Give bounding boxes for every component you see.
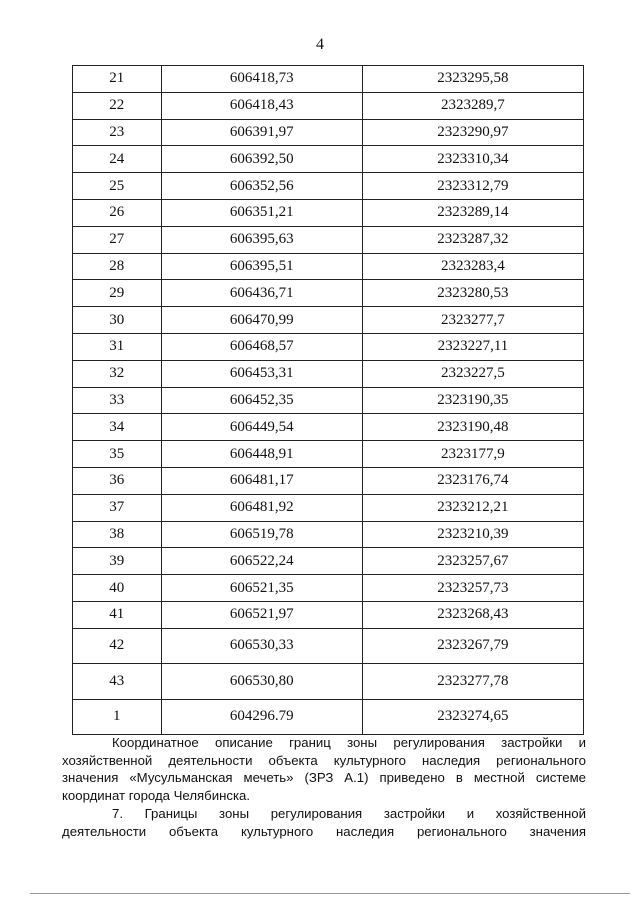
- y-coordinate-cell: 2323277,78: [362, 664, 583, 700]
- table-row: [73, 467, 584, 494]
- y-coordinate-cell: 2323176,74: [362, 467, 583, 494]
- point-number-cell: 38: [73, 521, 162, 548]
- table-row: [73, 575, 584, 602]
- point-number-cell: 33: [73, 387, 162, 414]
- table-row: [73, 333, 584, 360]
- table-row: [73, 66, 584, 93]
- point-number-cell: 30: [73, 307, 162, 334]
- paragraph-line: 7. Границы зоны регулирования застройки и хозяйственной: [112, 806, 586, 821]
- coordinates-table: [72, 65, 584, 735]
- x-coordinate-cell: 606521,97: [161, 601, 362, 628]
- point-number-cell: 25: [73, 173, 162, 200]
- x-coordinate-cell: 606530,33: [161, 628, 362, 664]
- y-coordinate-cell: 2323290,97: [362, 119, 583, 146]
- table-row: [73, 119, 584, 146]
- point-number-cell: 1: [73, 699, 162, 735]
- x-coordinate-cell: 606468,57: [161, 333, 362, 360]
- y-coordinate-cell: 2323312,79: [362, 173, 583, 200]
- paragraph-line: хозяйственной деятельности объекта культурного наследия регионального: [62, 752, 586, 768]
- table-row: [73, 521, 584, 548]
- table-row: [73, 414, 584, 441]
- y-coordinate-cell: 2323287,32: [362, 226, 583, 253]
- x-coordinate-cell: 606436,71: [161, 280, 362, 307]
- table-row: [73, 699, 584, 735]
- point-number-cell: 36: [73, 467, 162, 494]
- point-number-cell: 21: [73, 66, 162, 93]
- y-coordinate-cell: 2323190,48: [362, 414, 583, 441]
- point-number-cell: 39: [73, 548, 162, 575]
- table-row: [73, 360, 584, 387]
- table-row: [73, 387, 584, 414]
- y-coordinate-cell: 2323190,35: [362, 387, 583, 414]
- table-row: [73, 146, 584, 173]
- y-coordinate-cell: 2323257,67: [362, 548, 583, 575]
- x-coordinate-cell: 606391,97: [161, 119, 362, 146]
- x-coordinate-cell: 606470,99: [161, 307, 362, 334]
- y-coordinate-cell: 2323227,5: [362, 360, 583, 387]
- y-coordinate-cell: 2323283,4: [362, 253, 583, 280]
- y-coordinate-cell: 2323177,9: [362, 441, 583, 468]
- table-row: [73, 173, 584, 200]
- table-row: [73, 601, 584, 628]
- x-coordinate-cell: 606519,78: [161, 521, 362, 548]
- point-number-cell: 34: [73, 414, 162, 441]
- x-coordinate-cell: 606418,73: [161, 66, 362, 93]
- x-coordinate-cell: 606521,35: [161, 575, 362, 602]
- table-row: [73, 628, 584, 664]
- bottom-divider: [30, 893, 630, 894]
- x-coordinate-cell: 606481,17: [161, 467, 362, 494]
- point-number-cell: 35: [73, 441, 162, 468]
- table-row: [73, 548, 584, 575]
- x-coordinate-cell: 606449,54: [161, 414, 362, 441]
- table-row: [73, 226, 584, 253]
- table-row: [73, 199, 584, 226]
- x-coordinate-cell: 606452,35: [161, 387, 362, 414]
- section-7-paragraph: [62, 805, 586, 840]
- table-row: [73, 280, 584, 307]
- x-coordinate-cell: 606530,80: [161, 664, 362, 700]
- point-number-cell: 43: [73, 664, 162, 700]
- point-number-cell: 40: [73, 575, 162, 602]
- y-coordinate-cell: 2323274,65: [362, 699, 583, 735]
- y-coordinate-cell: 2323212,21: [362, 494, 583, 521]
- y-coordinate-cell: 2323289,14: [362, 199, 583, 226]
- x-coordinate-cell: 606522,24: [161, 548, 362, 575]
- point-number-cell: 28: [73, 253, 162, 280]
- y-coordinate-cell: 2323210,39: [362, 521, 583, 548]
- point-number-cell: 42: [73, 628, 162, 664]
- y-coordinate-cell: 2323268,43: [362, 601, 583, 628]
- x-coordinate-cell: 606395,51: [161, 253, 362, 280]
- point-number-cell: 24: [73, 146, 162, 173]
- y-coordinate-cell: 2323257,73: [362, 575, 583, 602]
- coordinate-description-paragraph: [62, 734, 586, 804]
- page-number: 4: [316, 36, 324, 53]
- paragraph-line: деятельности объекта культурного наследия регионального значения: [62, 823, 586, 839]
- point-number-cell: 26: [73, 199, 162, 226]
- point-number-cell: 31: [73, 333, 162, 360]
- x-coordinate-cell: 606481,92: [161, 494, 362, 521]
- x-coordinate-cell: 606453,31: [161, 360, 362, 387]
- paragraph-line: Координатное описание границ зоны регулирования застройки и: [112, 735, 586, 750]
- point-number-cell: 29: [73, 280, 162, 307]
- x-coordinate-cell: 606352,56: [161, 173, 362, 200]
- paragraph-line: значения «Мусульманская мечеть» (ЗРЗ А.1) приведено в местной системе: [62, 770, 586, 786]
- y-coordinate-cell: 2323310,34: [362, 146, 583, 173]
- table-row: [73, 253, 584, 280]
- y-coordinate-cell: 2323289,7: [362, 92, 583, 119]
- table-row: [73, 664, 584, 700]
- table-row: [73, 307, 584, 334]
- x-coordinate-cell: 606448,91: [161, 441, 362, 468]
- coordinates-table-body: [73, 66, 584, 735]
- point-number-cell: 22: [73, 92, 162, 119]
- point-number-cell: 27: [73, 226, 162, 253]
- y-coordinate-cell: 2323280,53: [362, 280, 583, 307]
- point-number-cell: 41: [73, 601, 162, 628]
- x-coordinate-cell: 606351,21: [161, 199, 362, 226]
- point-number-cell: 23: [73, 119, 162, 146]
- table-row: [73, 494, 584, 521]
- x-coordinate-cell: 604296.79: [161, 699, 362, 735]
- x-coordinate-cell: 606395,63: [161, 226, 362, 253]
- point-number-cell: 32: [73, 360, 162, 387]
- table-row: [73, 441, 584, 468]
- x-coordinate-cell: 606392,50: [161, 146, 362, 173]
- y-coordinate-cell: 2323267,79: [362, 628, 583, 664]
- point-number-cell: 37: [73, 494, 162, 521]
- table-row: [73, 92, 584, 119]
- y-coordinate-cell: 2323277,7: [362, 307, 583, 334]
- y-coordinate-cell: 2323295,58: [362, 66, 583, 93]
- paragraph-line: координат города Челябинска.: [62, 787, 251, 803]
- x-coordinate-cell: 606418,43: [161, 92, 362, 119]
- y-coordinate-cell: 2323227,11: [362, 333, 583, 360]
